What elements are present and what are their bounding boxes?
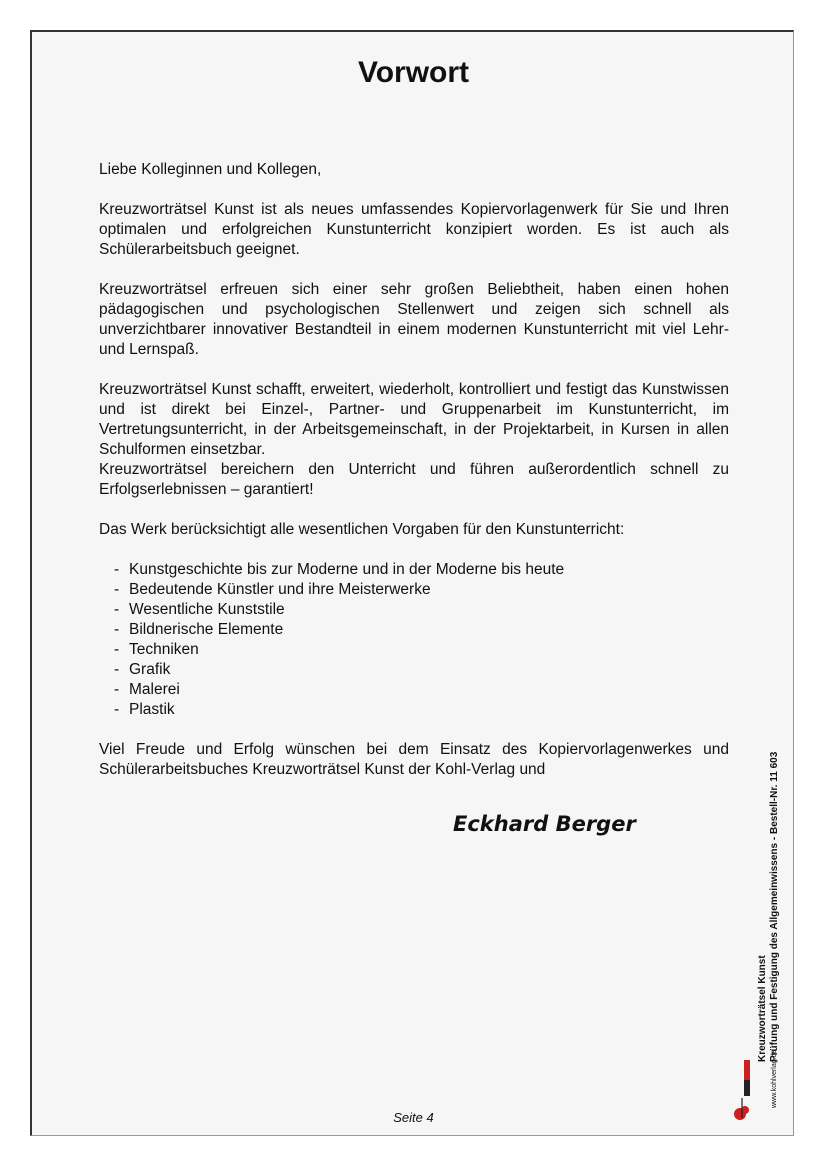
side-url: www.kohlverlag.de <box>771 1049 778 1108</box>
closing-paragraph: Viel Freude und Erfolg wünschen bei dem Einsatz des Kopiervorlagenwerkes und Schülerarbeitsbuches Kreuzworträtsel Kunst der Kohl-Verlag und <box>99 741 729 778</box>
signature: Eckhard Berger <box>453 812 636 836</box>
list-item: - Wesentliche Kunststile <box>114 601 285 618</box>
page-number: Seite 4 <box>393 1110 434 1125</box>
document-body <box>99 160 729 800</box>
list-item: - Plastik <box>114 701 175 718</box>
topic-list <box>99 560 729 720</box>
side-series-title: Kreuzworträtsel Kunst <box>757 955 768 1062</box>
list-item: - Kunstgeschichte bis zur Moderne und in der Moderne bis heute <box>114 561 565 578</box>
side-series-info <box>757 752 781 1062</box>
list-item: - Grafik <box>114 661 171 678</box>
list-item: - Bedeutende Künstler und ihre Meisterwerke <box>114 581 431 598</box>
list-item: - Bildnerische Elemente <box>114 621 284 638</box>
paragraph-3: Kreuzworträtsel Kunst schafft, erweitert, wiederholt, kontrolliert und festigt das Kunstwissen und ist direkt bei Einzel-, Partner- und Gruppenarbeit im Kunstunterricht, im Vertretungsunterricht, in der Arbeitsgemeinschaft, in der Projektarbeit, in Kursen in allen Schulformen einsetzbar. <box>99 381 729 458</box>
paragraph-2: Kreuzworträtsel erfreuen sich einer sehr großen Beliebtheit, haben einen hohen pädagogischen und psychologischen Stellenwert und zeigen sich schnell als unverzichtbarer innovativer Bestandteil in einem modernen Kunstunterricht mit viel Lehr- und Lernspaß. <box>99 281 729 358</box>
greeting: Liebe Kolleginnen und Kollegen, <box>99 161 322 178</box>
paragraph-5: Das Werk berücksichtigt alle wesentlichen Vorgaben für den Kunstunterricht: <box>99 521 625 538</box>
paragraph-4: Kreuzworträtsel bereichern den Unterricht und führen außerordentlich schnell zu Erfolgserlebnissen – garantiert! <box>99 461 729 498</box>
list-item: - Malerei <box>114 681 180 698</box>
publisher-logo-icon <box>733 1058 751 1124</box>
list-item: - Techniken <box>114 641 199 658</box>
page-title: Vorwort <box>357 56 470 89</box>
side-series-subtitle: Prüfung und Festigung des Allgemeinwissens - Bestell-Nr. 11 603 <box>769 751 780 1062</box>
paragraph-1: Kreuzworträtsel Kunst ist als neues umfassendes Kopiervorlagenwerk für Sie und Ihren optimalen und erfolgreichen Kunstunterricht konzipiert worden. Es ist auch als Schülerarbeitsbuch geeignet. <box>99 201 729 258</box>
